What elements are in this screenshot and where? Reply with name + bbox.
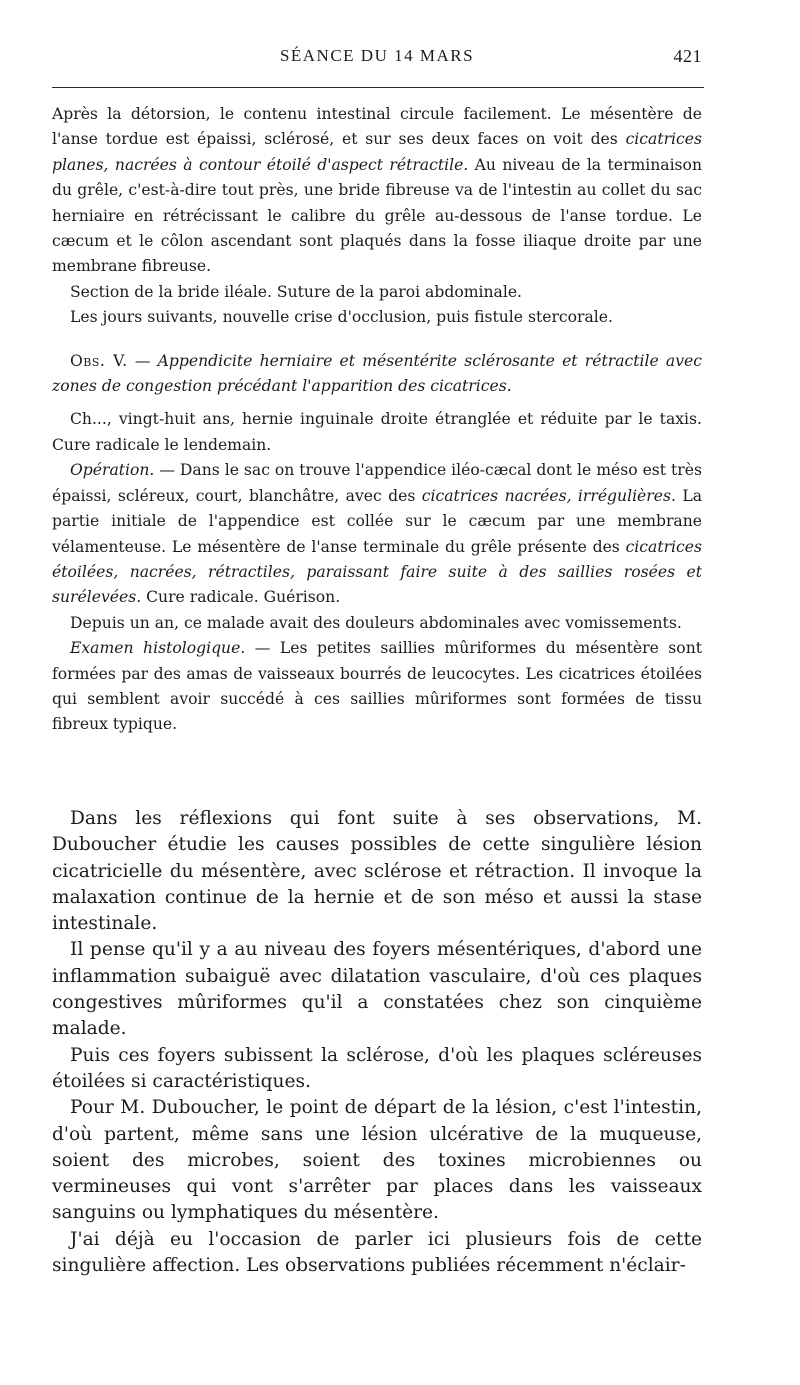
italic-run: cicatrices étoilées, nacrées, rétractiles, paraissant faire suite à des saillies rosées et surélevées.	[52, 537, 702, 607]
text-run: La partie initiale de l'appendice est collée sur le cæcum par une membrane vélamenteuse. Le mésentère de l'anse terminale du grêle présente des	[52, 486, 702, 556]
paragraph: Depuis un an, ce malade avait des douleurs abdominales avec vomissements.	[70, 613, 682, 632]
paragraph: Ch..., vingt-huit ans, hernie inguinale droite étranglée et réduite par le taxis. Cure radicale le lendemain.	[52, 410, 702, 454]
italic-run: cicatrices nacrées, irrégulières.	[421, 486, 676, 505]
paragraph: J'ai déjà eu l'occasion de parler ici plusieurs fois de cette singulière affection. Les observations publiées récemment n'éclair-	[52, 1228, 702, 1277]
text-run: Au niveau de la terminaison du grêle, c'est-à-dire tout près, une bride fibreuse va de l'intestin au collet du sac herniaire en rétrécissant le calibre du grêle au-dessous de l'anse tordue. Le cæcum et le côlon ascendant sont plaqués dans la fosse iliaque droite par une membrane fibreuse.	[52, 155, 702, 276]
observation-block	[52, 102, 702, 738]
observation-title: Appendicite herniaire et mésentérite sclérosante et rétractile avec zones de congestion précédant l'apparition des cicatrices.	[52, 351, 702, 396]
page-number: 421	[673, 46, 702, 66]
paragraph: Section de la bride iléale. Suture de la paroi abdominale.	[70, 282, 522, 301]
paragraph: Pour M. Duboucher, le point de départ de la lésion, c'est l'intestin, d'où partent, même sans une lésion ulcérative de la muqueuse, soient des microbes, soient des toxines microbiennes ou vermineuses qui vont s'arrêter par places dans les vaisseaux sanguins ou lymphatiques du mésentère.	[52, 1097, 702, 1224]
paragraph	[52, 636, 702, 738]
header-rule	[52, 87, 704, 88]
paragraph	[52, 102, 702, 280]
commentary-block	[52, 806, 702, 1279]
paragraph: Puis ces foyers subissent la sclérose, d'où les plaques scléreuses étoilées si caractéristiques.	[52, 1044, 702, 1092]
running-header	[52, 46, 702, 72]
text-run: Après la détorsion, le contenu intestinal circule facilement. Le mésentère de l'anse tordue est épaissi, sclérosé, et sur ses deux faces on voit des	[52, 105, 702, 149]
text-run: Cure radicale. Guérison.	[141, 588, 341, 607]
paragraph: Dans les réflexions qui font suite à ses observations, M. Duboucher étudie les causes possibles de cette singulière lésion cicatricielle du mésentère, avec sclérose et rétraction. Il invoque la malaxation continue de la hernie et de son méso et aussi la stase intestinale.	[52, 808, 702, 935]
running-title: SÉANCE DU 14 MARS	[279, 46, 475, 65]
paragraph: Il pense qu'il y a au niveau des foyers mésentériques, d'abord une inflammation subaiguë avec dilatation vasculaire, d'où ces plaques congestives mûriformes qu'il a constatées chez son cinquième malade.	[52, 939, 702, 1040]
observation-label: Obs. V.	[70, 351, 128, 370]
text-run: — Dans le sac on trouve l'appendice iléo-cæcal dont le méso est très épaissi, scléreux, court, blanchâtre, avec des	[52, 461, 702, 505]
paragraph	[52, 458, 702, 610]
italic-run: cicatrices planes, nacrées à contour étoilé d'aspect rétractile.	[52, 130, 702, 174]
observation-heading	[52, 349, 702, 400]
paragraph: Les jours suivants, nouvelle crise d'occlusion, puis fistule stercorale.	[70, 308, 613, 327]
italic-run: Examen histologique.	[70, 639, 246, 658]
text-run: —	[127, 351, 158, 370]
italic-run: Opération.	[70, 461, 155, 480]
text-run: — Les petites saillies mûriformes du mésentère sont formées par des amas de vaisseaux bourrés de leucocytes. Les cicatrices étoilées qui semblent avoir succédé à ces saillies mûriformes sont formées de tissu fibreux typique.	[52, 639, 702, 734]
